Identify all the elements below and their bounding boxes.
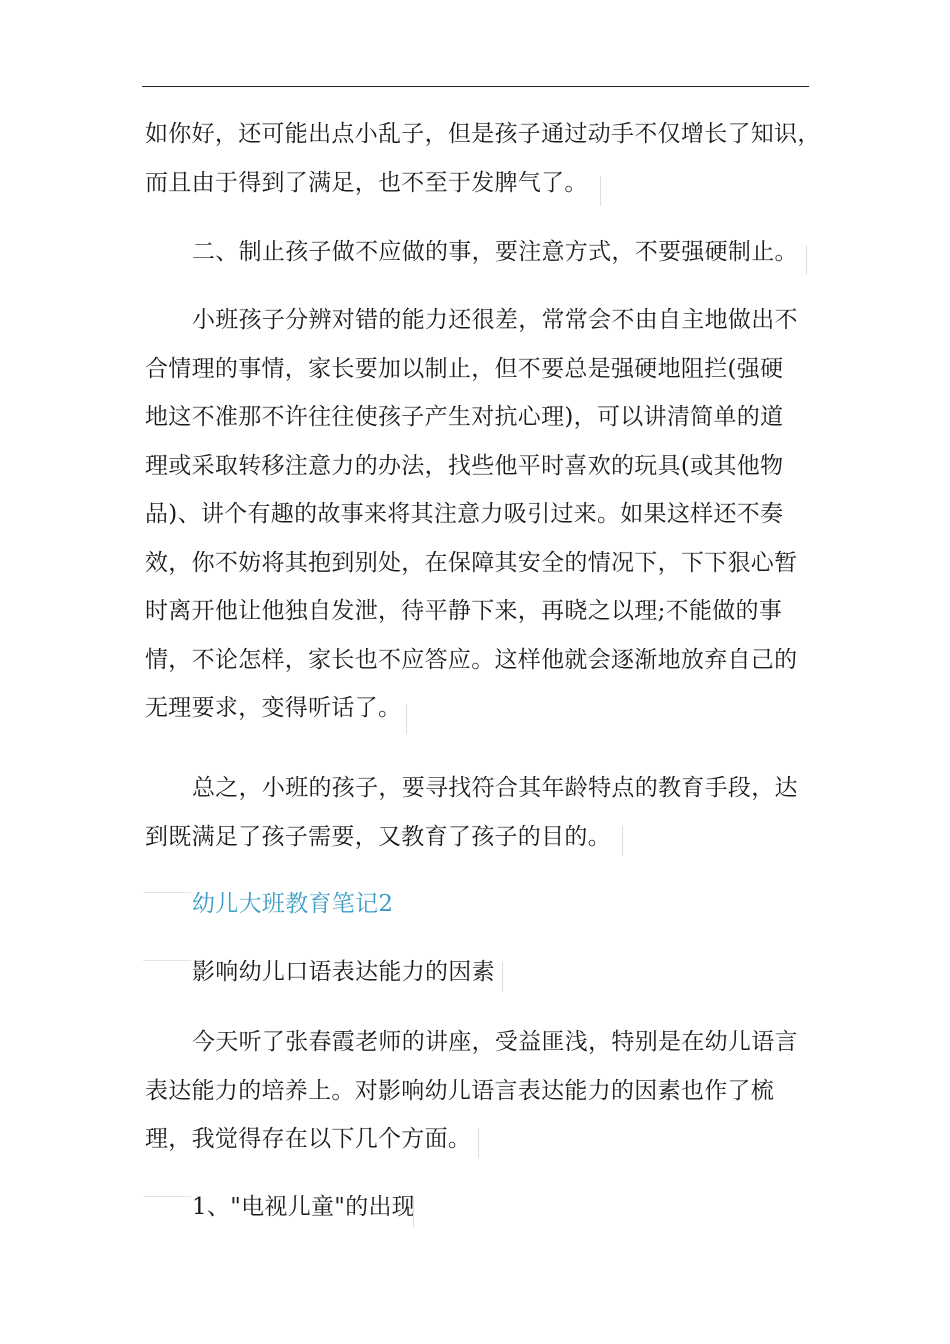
line-end-mark	[806, 245, 807, 275]
text-line: 地这不准那不许往往使孩子产生对抗心理)，可以讲清简单的道	[145, 404, 784, 430]
text-line: 小班孩子分辨对错的能力还很差，常常会不由自主地做出不	[192, 307, 798, 333]
text-line: 情，不论怎样，家长也不应答应。这样他就会逐渐地放弃自己的	[145, 646, 798, 673]
text-line: 二、制止孩子做不应做的事，要注意方式，不要强硬制止。	[192, 239, 798, 265]
text-line: 到既满足了孩子需要，又教育了孩子的目的。	[145, 823, 611, 850]
paragraph-summary	[145, 764, 805, 861]
header-rule	[142, 86, 809, 87]
paragraph-continuation	[145, 110, 821, 207]
text-line: 合情理的事情，家长要加以制止，但不要总是强硬地阻拦(强硬	[145, 355, 784, 382]
line-end-mark	[502, 962, 503, 992]
line-end-mark	[413, 1197, 414, 1227]
text-line: 时离开他让他独自发泄，待平静下来，再晓之以理;不能做的事	[145, 598, 783, 624]
line-end-mark	[406, 704, 407, 734]
section-subtitle	[145, 948, 852, 997]
text-line: 理，我觉得存在以下几个方面。	[145, 1126, 472, 1152]
paragraph-body	[145, 296, 805, 733]
text-line: 而且由于得到了满足，也不至于发脾气了。	[145, 169, 588, 196]
text-line: 今天听了张春霞老师的讲座，受益匪浅，特别是在幼儿语言	[192, 1029, 798, 1055]
text-line: 如你好，还可能出点小乱子，但是孩子通过动手不仅增长了知识，	[145, 121, 821, 147]
subtitle-text: 影响幼儿口语表达能力的因素	[192, 959, 495, 985]
paragraph-lecture	[145, 1018, 805, 1164]
section-point-two	[145, 228, 852, 277]
list-item-text: 1、"电视儿童"的出现	[192, 1194, 416, 1220]
text-line: 理或采取转移注意力的办法，找些他平时喜欢的玩具(或其他物	[145, 452, 784, 479]
text-line: 无理要求，变得听话了。	[145, 695, 402, 721]
heading-text: 幼儿大班教育笔记2	[192, 891, 394, 917]
text-line: 表达能力的培养上。对影响幼儿语言表达能力的因素也作了梳	[145, 1077, 775, 1104]
text-line: 总之，小班的孩子，要寻找符合其年龄特点的教育手段，达	[192, 775, 798, 801]
text-line: 效，你不妨将其抱到别处，在保障其安全的情况下，下下狠心暂	[145, 549, 798, 576]
text-line: 品)、讲个有趣的故事来将其注意力吸引过来。如果这样还不奏	[145, 501, 784, 527]
list-item-one	[145, 1183, 852, 1232]
line-end-mark	[478, 1128, 479, 1158]
line-end-mark	[622, 826, 623, 856]
line-end-mark	[600, 176, 601, 206]
section-heading	[145, 880, 852, 929]
